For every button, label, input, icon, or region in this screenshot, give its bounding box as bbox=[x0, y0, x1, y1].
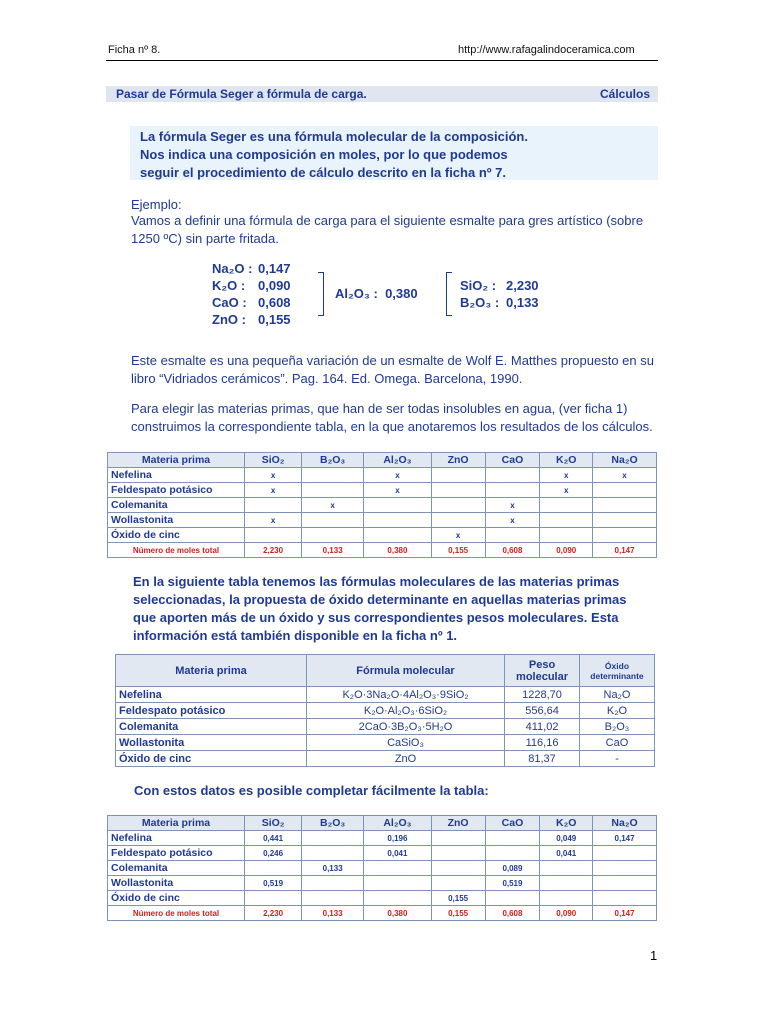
seger-base-row: K₂O : 0,090 bbox=[212, 278, 291, 293]
table-cell: 0,147 bbox=[593, 831, 657, 846]
table-cell bbox=[245, 528, 302, 543]
table-cell bbox=[431, 468, 485, 483]
table-cell: 0,155 bbox=[431, 543, 485, 558]
table-cell: 0,090 bbox=[540, 906, 593, 921]
table-cell bbox=[540, 513, 593, 528]
table-header-cell: CaO bbox=[485, 453, 540, 468]
paragraph-formulas: En la siguiente tabla tenemos las fórmulas moleculares de las materias primas seleccionadas, la propuesta de óxido determinante en aquellas materias primas que aporten más de un óxido y sus correspondientes pesos moleculares. Esta información está también disponible en la ficha nº 1. bbox=[133, 574, 627, 643]
table-row bbox=[108, 831, 657, 846]
table-cell: Feldespato potásico bbox=[108, 483, 245, 498]
table-cell bbox=[364, 528, 432, 543]
table-cell: Wollastonita bbox=[108, 876, 245, 891]
header-url: http://www.rafagalindoceramica.com bbox=[458, 44, 635, 56]
table-header-row bbox=[108, 453, 657, 468]
table-cell: Número de moles total bbox=[108, 906, 245, 921]
table-cell: Feldespato potásico bbox=[108, 846, 245, 861]
table-header-cell: CaO bbox=[485, 816, 540, 831]
table-cell bbox=[593, 513, 657, 528]
table-cell bbox=[540, 876, 593, 891]
table-header-cell: Al₂O₃ bbox=[364, 816, 432, 831]
table-header-cell: Na₂O bbox=[593, 453, 657, 468]
table-cell bbox=[364, 876, 432, 891]
table-row bbox=[108, 468, 657, 483]
table-cell: x bbox=[431, 528, 485, 543]
table-header-cell: K₂O bbox=[540, 453, 593, 468]
table-cell: x bbox=[540, 483, 593, 498]
table-cell bbox=[540, 861, 593, 876]
table-cell: 411,02 bbox=[505, 719, 580, 735]
table-cell bbox=[245, 498, 302, 513]
table-cell bbox=[364, 891, 432, 906]
paragraph-materials: Para elegir las materias primas, que han de ser todas insolubles en agua, (ver ficha 1) construimos la correspondiente tabla, en la que anotaremos los resultados de los cálculos. bbox=[131, 401, 653, 434]
table-cell: 0,133 bbox=[302, 906, 364, 921]
paragraph-complete: Con estos datos es posible completar fácilmente la tabla: bbox=[134, 783, 489, 798]
table-total-row bbox=[108, 906, 657, 921]
table-cell bbox=[245, 891, 302, 906]
table-cell: 2CaO·3B₂O₃·5H₂O bbox=[306, 719, 504, 735]
table-header-cell: SiO₂ bbox=[245, 453, 302, 468]
table-cell: ZnO bbox=[306, 751, 504, 767]
table-cell bbox=[431, 498, 485, 513]
table-cell bbox=[540, 528, 593, 543]
table-header-row bbox=[116, 655, 655, 687]
table-row bbox=[108, 498, 657, 513]
table-cell bbox=[302, 891, 364, 906]
table-cell: Nefelina bbox=[108, 831, 245, 846]
table-cell: Óxido de cinc bbox=[108, 891, 245, 906]
right-brace bbox=[446, 272, 452, 316]
seger-acid-row: SiO₂ : 2,230 bbox=[460, 278, 539, 293]
table-cell bbox=[245, 861, 302, 876]
table-cell bbox=[431, 831, 485, 846]
table-cell: x bbox=[364, 468, 432, 483]
table-cell: x bbox=[245, 513, 302, 528]
table-cell: Na₂O bbox=[579, 687, 654, 703]
table-cell bbox=[431, 846, 485, 861]
table-cell: 0,196 bbox=[364, 831, 432, 846]
table-cell: CaSiO₃ bbox=[306, 735, 504, 751]
seger-base-row: CaO : 0,608 bbox=[212, 295, 291, 310]
table-cell: 0,519 bbox=[485, 876, 540, 891]
table-cell bbox=[364, 861, 432, 876]
table-cell: Wollastonita bbox=[116, 735, 307, 751]
table-cell bbox=[593, 846, 657, 861]
table-cell: K₂O bbox=[579, 703, 654, 719]
table-cell bbox=[302, 483, 364, 498]
moles-result-table bbox=[107, 815, 657, 921]
table-cell bbox=[364, 513, 432, 528]
table-cell bbox=[431, 513, 485, 528]
table-cell: 0,608 bbox=[485, 543, 540, 558]
table-cell: 0,380 bbox=[364, 543, 432, 558]
table-cell bbox=[485, 891, 540, 906]
header-left: Ficha nº 8. bbox=[108, 44, 161, 56]
table-cell: 0,519 bbox=[245, 876, 302, 891]
table-cell bbox=[485, 831, 540, 846]
table-cell: B₂O₃ bbox=[579, 719, 654, 735]
table-cell bbox=[593, 891, 657, 906]
table-cell bbox=[302, 846, 364, 861]
table-row bbox=[108, 513, 657, 528]
table-row bbox=[108, 483, 657, 498]
section-label: Cálculos bbox=[599, 87, 650, 101]
table-cell: Colemanita bbox=[116, 719, 307, 735]
table-cell bbox=[593, 528, 657, 543]
table-cell: x bbox=[245, 468, 302, 483]
seger-bases bbox=[212, 260, 322, 328]
molecular-formula-table bbox=[115, 654, 655, 767]
table-cell: Feldespato potásico bbox=[116, 703, 307, 719]
table-row bbox=[108, 528, 657, 543]
table-row bbox=[116, 751, 655, 767]
table-row bbox=[116, 719, 655, 735]
table-cell: 0,246 bbox=[245, 846, 302, 861]
intro-band bbox=[130, 126, 658, 180]
seger-acids bbox=[460, 277, 539, 311]
table-cell: 2,230 bbox=[245, 906, 302, 921]
table-header-cell: Óxido determinante bbox=[579, 655, 654, 687]
table-header-cell: SiO₂ bbox=[245, 816, 302, 831]
table-cell: 0,041 bbox=[540, 846, 593, 861]
table-cell bbox=[302, 468, 364, 483]
table-cell: 1228,70 bbox=[505, 687, 580, 703]
table-cell bbox=[364, 498, 432, 513]
table-cell: - bbox=[579, 751, 654, 767]
table-cell bbox=[431, 861, 485, 876]
table-row bbox=[116, 703, 655, 719]
example-text: Vamos a definir una fórmula de carga para el siguiente esmalte para gres artístico (sobre 1250 ºC) sin parte fritada. bbox=[131, 213, 644, 246]
table-row bbox=[108, 891, 657, 906]
table-header-cell: Materia prima bbox=[108, 453, 245, 468]
table-cell: 0,090 bbox=[540, 543, 593, 558]
table-header-cell: Fórmula molecular bbox=[306, 655, 504, 687]
oxide-presence-table bbox=[107, 452, 657, 558]
table-cell: K₂O·3Na₂O·4Al₂O₃·9SiO₂ bbox=[306, 687, 504, 703]
table-header-cell: Materia prima bbox=[116, 655, 307, 687]
table-row bbox=[108, 846, 657, 861]
page-title: Pasar de Fórmula Seger a fórmula de carga. bbox=[116, 87, 367, 101]
table-cell: Colemanita bbox=[108, 498, 245, 513]
table-cell: Nefelina bbox=[108, 468, 245, 483]
title-band bbox=[106, 86, 658, 102]
table-cell bbox=[540, 498, 593, 513]
intro-text: La fórmula Seger es una fórmula molecular de la composición. Nos indica una composición en moles, por lo que podemos seguir el procedimiento de cálculo descrito en la ficha nº 7. bbox=[140, 129, 528, 180]
table-header-cell: ZnO bbox=[431, 816, 485, 831]
table-header-cell: B₂O₃ bbox=[302, 453, 364, 468]
table-cell: 0,380 bbox=[364, 906, 432, 921]
table-cell bbox=[485, 483, 540, 498]
seger-alumina: Al₂O₃ : 0,380 bbox=[335, 286, 418, 301]
table-cell: 116,16 bbox=[505, 735, 580, 751]
table-total-row bbox=[108, 543, 657, 558]
table-cell: 556,64 bbox=[505, 703, 580, 719]
table-cell: 0,133 bbox=[302, 543, 364, 558]
table-cell: K₂O·Al₂O₃·6SiO₂ bbox=[306, 703, 504, 719]
table-cell: 0,155 bbox=[431, 906, 485, 921]
table-cell: x bbox=[364, 483, 432, 498]
table-cell bbox=[302, 831, 364, 846]
table-cell bbox=[302, 513, 364, 528]
table-cell: 0,041 bbox=[364, 846, 432, 861]
table-cell: x bbox=[593, 468, 657, 483]
left-brace bbox=[318, 272, 324, 316]
table-cell: CaO bbox=[579, 735, 654, 751]
table-cell bbox=[302, 528, 364, 543]
table-header-cell: K₂O bbox=[540, 816, 593, 831]
table-cell bbox=[302, 876, 364, 891]
seger-base-row: Na₂O : 0,147 bbox=[212, 261, 291, 276]
table-cell: x bbox=[485, 513, 540, 528]
table-cell bbox=[593, 498, 657, 513]
table-header-cell: B₂O₃ bbox=[302, 816, 364, 831]
table-cell: Óxido de cinc bbox=[108, 528, 245, 543]
header-rule bbox=[106, 60, 658, 61]
table-cell: Colemanita bbox=[108, 861, 245, 876]
table-cell: x bbox=[245, 483, 302, 498]
table-cell bbox=[593, 483, 657, 498]
table-cell: Nefelina bbox=[116, 687, 307, 703]
table-row bbox=[108, 861, 657, 876]
seger-acid-row: B₂O₃ : 0,133 bbox=[460, 295, 539, 310]
table-cell bbox=[431, 483, 485, 498]
table-row bbox=[116, 735, 655, 751]
table-header-cell: Materia prima bbox=[108, 816, 245, 831]
table-cell bbox=[485, 528, 540, 543]
table-cell: Óxido de cinc bbox=[116, 751, 307, 767]
table-cell bbox=[540, 891, 593, 906]
table-cell: 0,133 bbox=[302, 861, 364, 876]
table-cell: 0,608 bbox=[485, 906, 540, 921]
table-cell: 2,230 bbox=[245, 543, 302, 558]
table-cell: x bbox=[540, 468, 593, 483]
table-cell: Número de moles total bbox=[108, 543, 245, 558]
table-cell: 0,147 bbox=[593, 906, 657, 921]
table-cell: Wollastonita bbox=[108, 513, 245, 528]
table-header-row bbox=[108, 816, 657, 831]
table-cell bbox=[431, 876, 485, 891]
table-row bbox=[108, 876, 657, 891]
table-row bbox=[116, 687, 655, 703]
table-header-cell: Al₂O₃ bbox=[364, 453, 432, 468]
seger-base-row: ZnO : 0,155 bbox=[212, 312, 291, 327]
table-cell: 0,441 bbox=[245, 831, 302, 846]
table-cell bbox=[485, 468, 540, 483]
page-number: 1 bbox=[650, 948, 658, 963]
table-cell: 0,089 bbox=[485, 861, 540, 876]
table-cell: x bbox=[485, 498, 540, 513]
table-cell bbox=[485, 846, 540, 861]
table-cell bbox=[593, 876, 657, 891]
table-cell: 0,049 bbox=[540, 831, 593, 846]
paragraph-source: Este esmalte es una pequeña variación de un esmalte de Wolf E. Matthes propuesto en su libro “Vidriados cerámicos”. Pag. 164. Ed. Omega. Barcelona, 1990. bbox=[131, 353, 654, 386]
table-header-cell: Na₂O bbox=[593, 816, 657, 831]
table-cell bbox=[593, 861, 657, 876]
table-cell: 0,155 bbox=[431, 891, 485, 906]
table-cell: x bbox=[302, 498, 364, 513]
example-heading: Ejemplo: bbox=[131, 197, 182, 212]
table-header-cell: Peso molecular bbox=[505, 655, 580, 687]
table-cell: 81,37 bbox=[505, 751, 580, 767]
table-cell: 0,147 bbox=[593, 543, 657, 558]
table-header-cell: ZnO bbox=[431, 453, 485, 468]
